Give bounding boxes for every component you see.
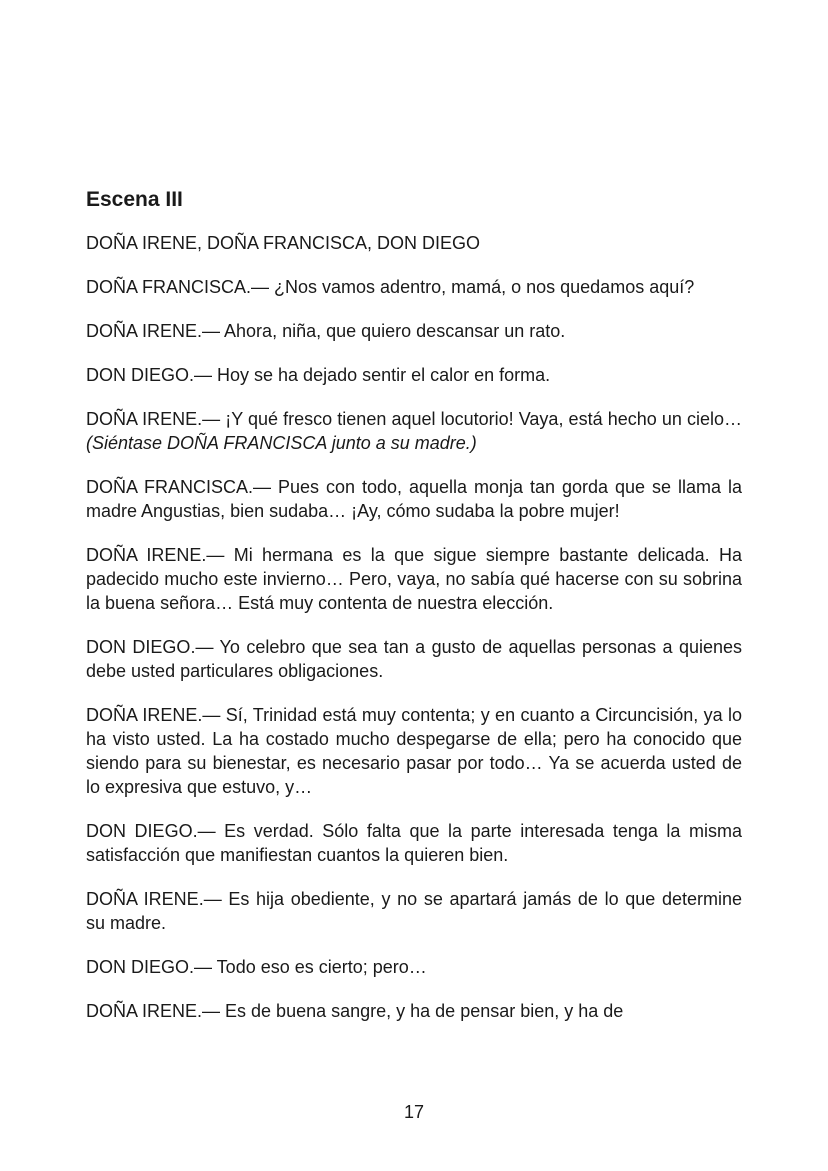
character-list: DOÑA IRENE, DOÑA FRANCISCA, DON DIEGO <box>86 233 481 253</box>
dialogue-text: DON DIEGO.— Hoy se ha dejado sentir el calor en forma. <box>86 365 551 385</box>
page-body <box>86 186 742 1043</box>
dialogue-line <box>86 999 742 1023</box>
dialogue-text: DOÑA IRENE.— Ahora, niña, que quiero descansar un rato. <box>86 321 566 341</box>
dialogue-line <box>86 407 742 455</box>
dialogue-line <box>86 635 742 683</box>
dialogue-text: DON DIEGO.— Yo celebro que sea tan a gusto de aquellas personas a quienes debe usted particulares obligaciones. <box>86 637 742 681</box>
dialogue-line <box>86 703 742 799</box>
dialogue-line <box>86 475 742 523</box>
dialogue-text: DOÑA IRENE.— Sí, Trinidad está muy contenta; y en cuanto a Circuncisión, ya lo ha visto usted. La ha costado mucho despegarse de ella; pero ha conocido que siendo para su bienestar, es necesario pasar por todo… Ya se acuerda usted de lo expresiva que estuvo, y… <box>86 705 742 797</box>
dialogue-line <box>86 363 742 387</box>
dialogue-text: DON DIEGO.— Todo eso es cierto; pero… <box>86 957 427 977</box>
dialogue-line <box>86 275 742 299</box>
scene-title: Escena III <box>86 188 183 211</box>
dialogue-line <box>86 819 742 867</box>
dialogue-text: DOÑA IRENE.— Es hija obediente, y no se apartará jamás de lo que determine su madre. <box>86 889 742 933</box>
dialogue-line <box>86 319 742 343</box>
page-number: 17 <box>403 1102 425 1122</box>
dialogue-text: DOÑA IRENE.— Mi hermana es la que sigue siempre bastante delicada. Ha padecido mucho este invierno… Pero, vaya, no sabía qué hacerse con su sobrina la buena señora… Está muy contenta de nuestra elección. <box>86 545 742 613</box>
dialogue-line <box>86 543 742 615</box>
dialogue-line <box>86 955 742 979</box>
dialogue-text: DOÑA FRANCISCA.— ¿Nos vamos adentro, mamá, o nos quedamos aquí? <box>86 277 695 297</box>
dialogue-text: DOÑA FRANCISCA.— Pues con todo, aquella monja tan gorda que se llama la madre Angustias, bien sudaba… ¡Ay, cómo sudaba la pobre mujer! <box>86 477 742 521</box>
dialogue-line <box>86 887 742 935</box>
dialogue-text: DOÑA IRENE.— ¡Y qué fresco tienen aquel locutorio! Vaya, está hecho un cielo… <box>86 409 742 429</box>
dialogue-text: DON DIEGO.— Es verdad. Sólo falta que la parte interesada tenga la misma satisfacción que manifiestan cuantos la quieren bien. <box>86 821 742 865</box>
dialogue-text: DOÑA IRENE.— Es de buena sangre, y ha de pensar bien, y ha de <box>86 1001 624 1021</box>
stage-direction: (Siéntase DOÑA FRANCISCA junto a su madre.) <box>86 433 477 453</box>
